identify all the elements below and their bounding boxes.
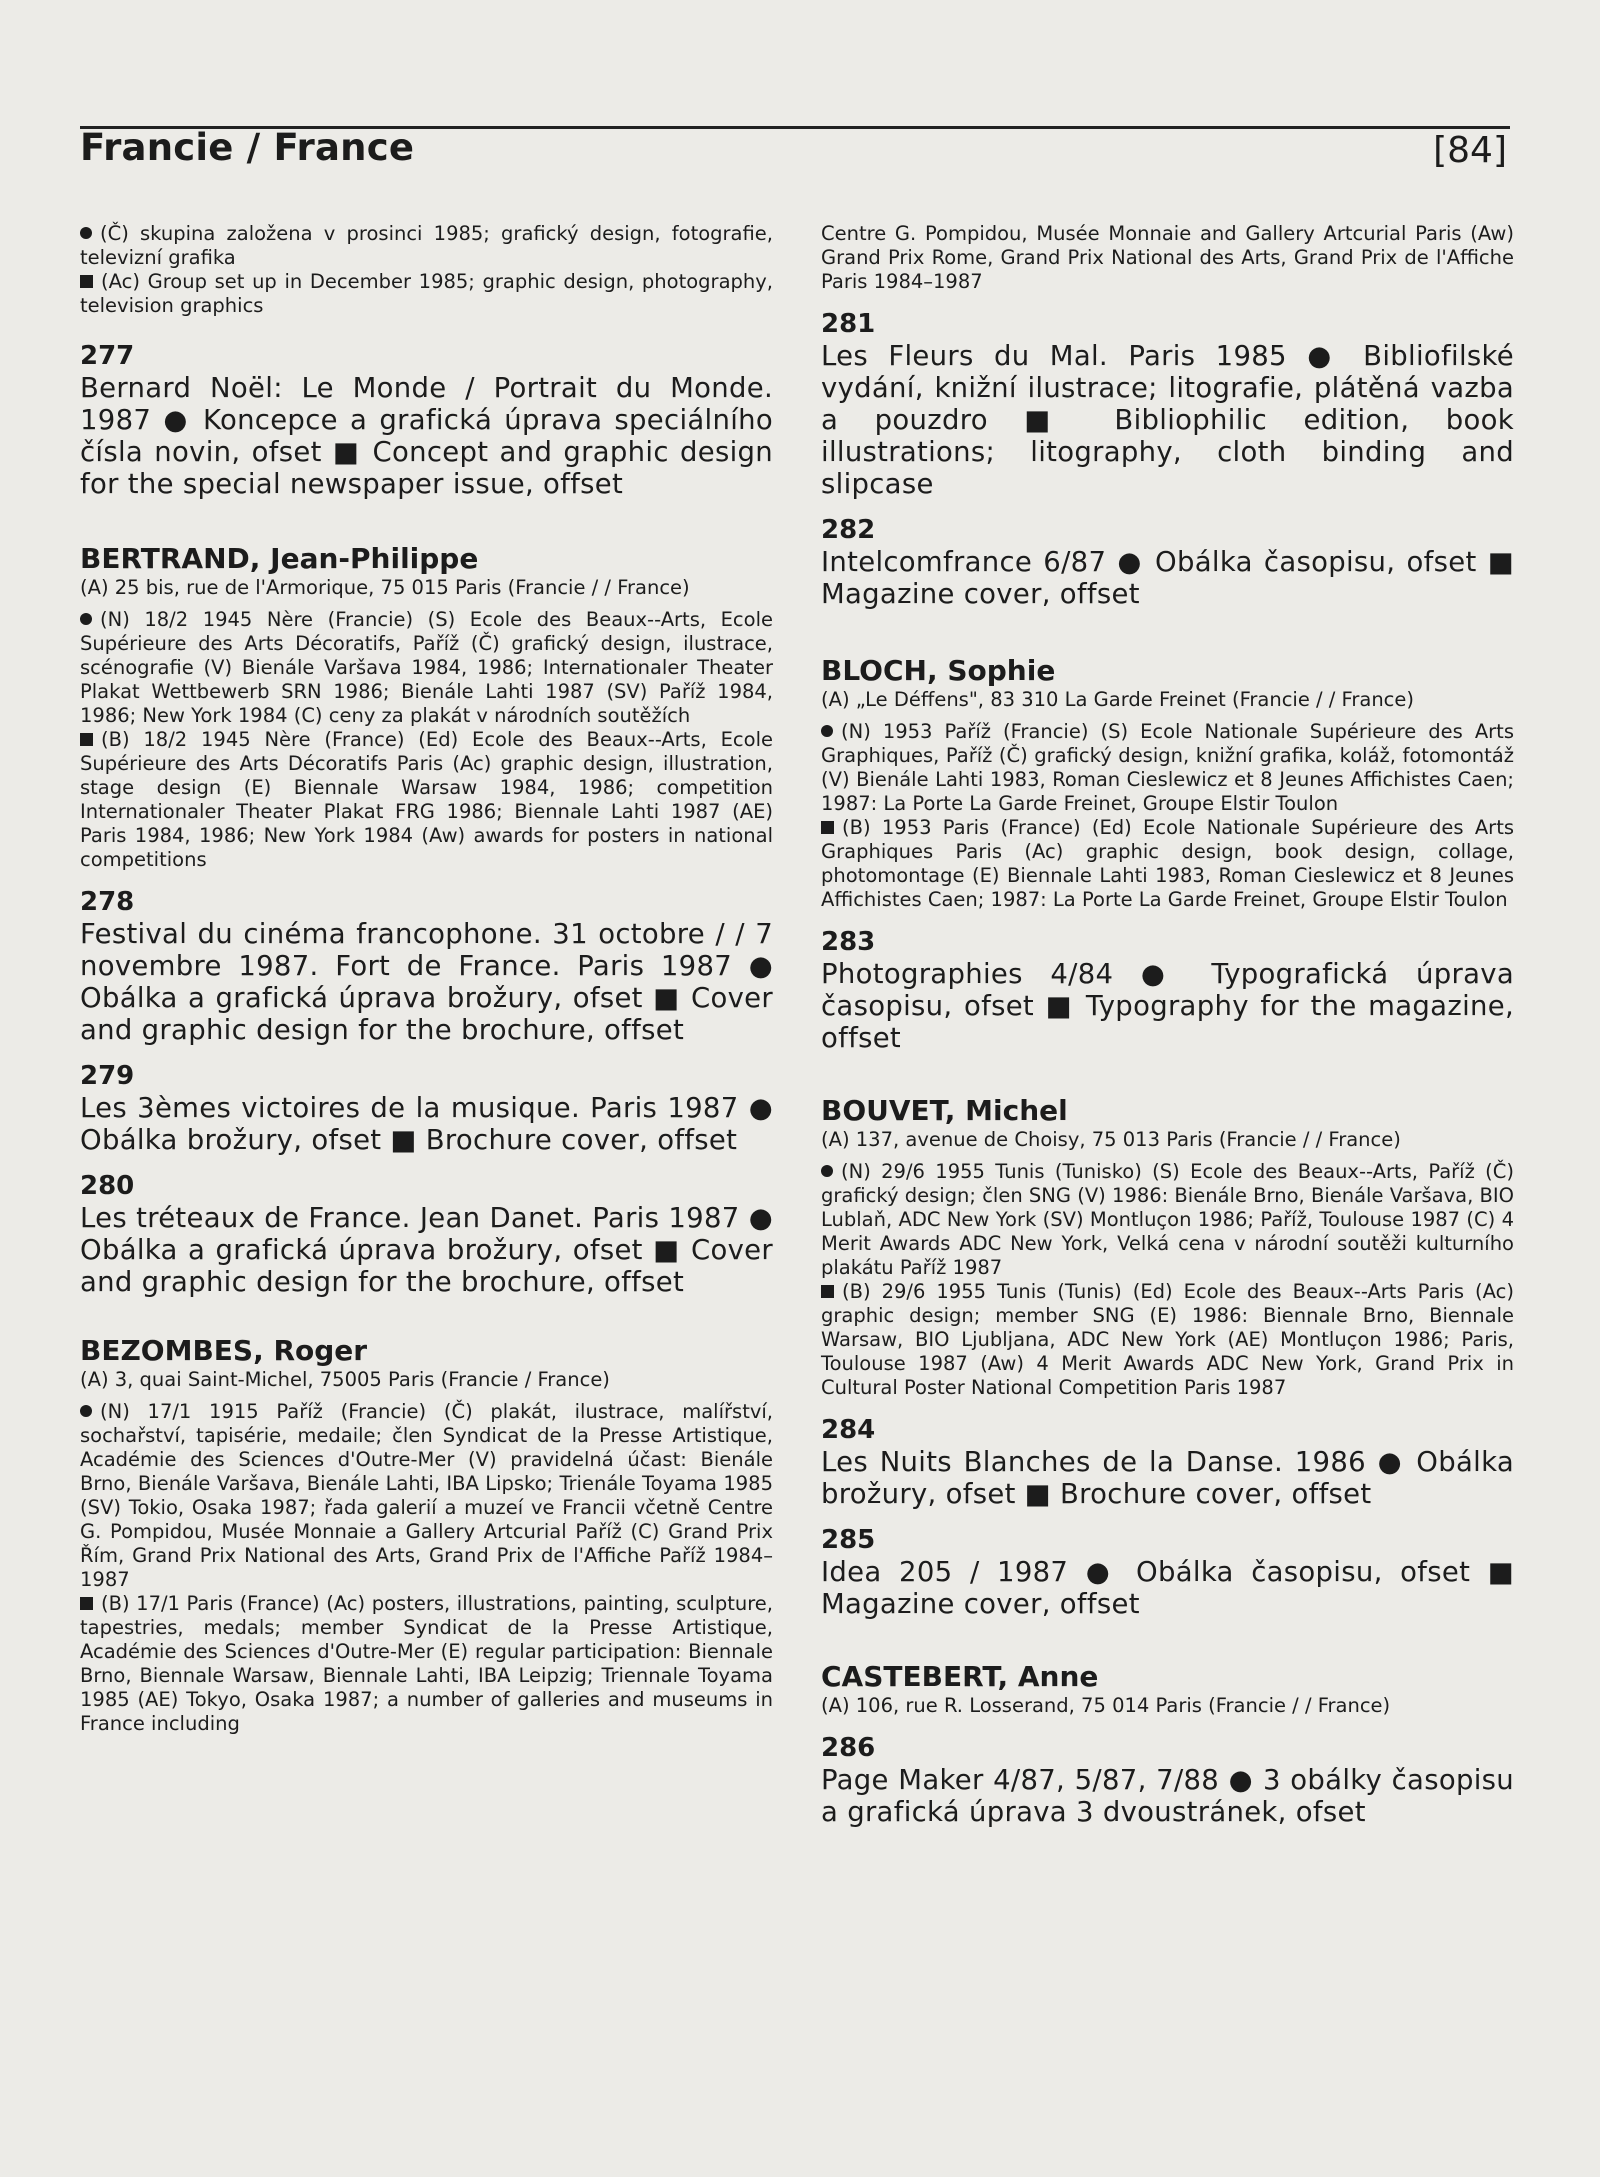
entry-number: 278 [80,887,135,917]
catalog-entry-285 [821,1524,1514,1620]
bullet-icon [80,613,92,625]
catalog-entry-286 [821,1732,1514,1828]
artist-bio-cz: (N) 17/1 1915 Paříž (Francie) (Č) plakát, ilustrace, malířství, sochařství, tapisérie, medaile; člen Syndicat de la Presse Artistique, Académie des Sciences d'Outre-Mer (V) pravidelná účast: Bienále Brno, Bienále Varšava, Bienále Lahti, IBA Lipsko; Trienále Toyama 1985 (SV) Tokio, Osaka 1987; řada galerií a muzeí ve Francii včetně Centre G. Pompidou, Musée Monnaie a Gallery Artcurial Paříž (C) Grand Prix Řím, Grand Prix National des Arts, Grand Prix de l'Affiche Paříž 1984–1987 [80,1400,773,1591]
artist-name: BERTRAND, Jean-Philippe [80,542,479,575]
entry-number: 277 [80,341,135,371]
entry-number: 280 [80,1171,135,1201]
entry-number: 283 [821,927,876,957]
entry-text: Intelcomfrance 6/87 ● Obálka časopisu, ofset ■ Magazine cover, offset [821,546,1514,610]
bullet-icon [821,1165,833,1177]
square-bullet-icon [80,733,93,746]
artist-address: (A) „Le Déffens", 83 310 La Garde Freinet (Francie / / France) [821,688,1415,711]
artist-bertrand [80,542,773,872]
square-bullet-icon [821,1285,834,1298]
page-title: Francie / France [80,126,415,169]
artist-bezombes [80,1334,773,1736]
catalog-entry-284 [821,1414,1514,1510]
catalog-entry-283 [821,926,1514,1054]
entry-number: 282 [821,515,876,545]
artist-address: (A) 25 bis, rue de l'Armorique, 75 015 Paris (Francie / / France) [80,576,690,599]
artist-castebert [821,1660,1514,1718]
catalog-entry-281 [821,308,1514,500]
entry-text: Photographies 4/84 ● Typografická úprava časopisu, ofset ■ Typography for the magazine, offset [821,958,1514,1054]
entry-text: Les Nuits Blanches de la Danse. 1986 ● Obálka brožury, ofset ■ Brochure cover, offset [821,1446,1514,1510]
bullet-icon [80,227,92,239]
artist-bio-cz: (N) 29/6 1955 Tunis (Tunisko) (S) Ecole des Beaux--Arts, Paříž (Č) grafický design; člen SNG (V) 1986: Bienále Brno, Bienále Varšava, BIO Lublaň, ADC New York (SV) Montluçon 1986; Paříž, Toulouse 1987 (C) 4 Merit Awards ADC New York, Velká cena v národní soutěži kulturního plakátu Paříž 1987 [821,1160,1514,1279]
artist-address: (A) 3, quai Saint-Michel, 75005 Paris (Francie / France) [80,1368,610,1391]
entry-number: 279 [80,1061,135,1091]
entry-number: 281 [821,309,876,339]
entry-text: Festival du cinéma francophone. 31 octobre / / 7 novembre 1987. Fort de France. Paris 1987 ● Obálka a grafická úprava brožury, ofset ■ Cover and graphic design for the brochure, offset [80,918,773,1046]
square-bullet-icon [821,821,834,834]
artist-bio-cz: (N) 18/2 1945 Nère (Francie) (S) Ecole des Beaux--Arts, Ecole Supérieure des Arts Décoratifs, Paříž (Č) grafický design, ilustrace, scénografie (V) Bienále Varšava 1984, 1986; Internationaler Theater Plakat Wettbewerb SRN 1986; Bienále Lahti 1987 (SV) Paříž 1984, 1986; New York 1984 (C) ceny za plakát v národních soutěžích [80,608,773,727]
square-bullet-icon [80,1597,93,1610]
left-column [80,222,773,1736]
artist-bio-en: (B) 1953 Paris (France) (Ed) Ecole Nationale Supérieure des Arts Graphiques Paris (Ac) graphic design, book design, collage, photomontage (E) Biennale Lahti 1983, Roman Cieslewicz et 8 Jeunes Affichistes Caen; 1987: La Porte La Garde Freinet, Groupe Elstir Toulon [821,816,1514,911]
artist-bio-cz: (N) 1953 Paříž (Francie) (S) Ecole Nationale Supérieure des Arts Graphiques, Paříž (Č) grafický design, knižní grafika, koláž, fotomontáž (V) Bienále Lahti 1983, Roman Cieslewicz et 8 Jeunes Affichistes Caen; 1987: La Porte La Garde Freinet, Groupe Elstir Toulon [821,720,1514,815]
catalog-entry-277 [80,340,773,500]
group-note-cz: (Č) skupina založena v prosinci 1985; grafický design, fotografie, televizní grafika [80,222,773,269]
entry-text: Bernard Noël: Le Monde / Portrait du Monde. 1987 ● Koncepce a grafická úprava speciálního čísla novin, ofset ■ Concept and graphic design for the special newspaper issue, offset [80,372,773,500]
square-bullet-icon [80,275,93,288]
entry-text: Les tréteaux de France. Jean Danet. Paris 1987 ● Obálka a grafická úprava brožury, ofset ■ Cover and graphic design for the brochure, offset [80,1202,773,1298]
entry-text: Les Fleurs du Mal. Paris 1985 ● Bibliofilské vydání, knižní ilustrace; litografie, plátěná vazba a pouzdro ■ Bibliophilic edition, book illustrations; litography, cloth binding and slipcase [821,340,1514,500]
artist-bio-en: (B) 29/6 1955 Tunis (Tunis) (Ed) Ecole des Beaux--Arts Paris (Ac) graphic design; member SNG (E) 1986: Biennale Brno, Biennale Warsaw, BIO Ljubljana, ADC New York (AE) Montluçon 1986; Paris, Toulouse 1987 (Aw) 4 Merit Awards ADC New York, Grand Prix in Cultural Poster National Competition Paris 1987 [821,1280,1514,1399]
bullet-icon [80,1405,92,1417]
page-number: [84] [1433,130,1507,171]
artist-name: BEZOMBES, Roger [80,1334,368,1367]
artist-name: CASTEBERT, Anne [821,1660,1099,1693]
catalog-entry-282 [821,514,1514,610]
continuation-text: Centre G. Pompidou, Musée Monnaie and Gallery Artcurial Paris (Aw) Grand Prix Rome, Grand Prix National des Arts, Grand Prix de l'Affiche Paris 1984–1987 [821,222,1514,293]
artist-address: (A) 137, avenue de Choisy, 75 013 Paris (Francie / / France) [821,1128,1401,1151]
catalog-entry-279 [80,1060,773,1156]
artist-bio-en: (B) 18/2 1945 Nère (France) (Ed) Ecole des Beaux--Arts, Ecole Supérieure des Arts Décoratifs Paris (Ac) graphic design, illustration, stage design (E) Biennale Warsaw 1984, 1986; competition Internationaler Theater Plakat FRG 1986; Biennale Lahti 1987 (AE) Paris 1984, 1986; New York 1984 (Aw) awards for posters in national competitions [80,728,773,871]
artist-bio-en: (B) 17/1 Paris (France) (Ac) posters, illustrations, painting, sculpture, tapestries, medals; member Syndicat de la Presse Artistique, Académie des Sciences d'Outre-Mer (E) regular participation: Biennale Brno, Biennale Warsaw, Biennale Lahti, IBA Leipzig; Triennale Toyama 1985 (AE) Tokyo, Osaka 1987; a number of galleries and museums in France including [80,1592,773,1735]
right-column [821,222,1514,1828]
group-note-en: (Ac) Group set up in December 1985; graphic design, photography, television graphics [80,270,773,317]
artist-name: BLOCH, Sophie [821,654,1056,687]
bullet-icon [821,725,833,737]
artist-name: BOUVET, Michel [821,1094,1068,1127]
entry-text: Page Maker 4/87, 5/87, 7/88 ● 3 obálky časopisu a grafická úprava 3 dvoustránek, ofset [821,1764,1514,1828]
entry-number: 284 [821,1415,876,1445]
entry-number: 286 [821,1733,876,1763]
artist-address: (A) 106, rue R. Losserand, 75 014 Paris (Francie / / France) [821,1694,1391,1717]
artist-bloch [821,654,1514,912]
artist-bouvet [821,1094,1514,1400]
entry-text: Idea 205 / 1987 ● Obálka časopisu, ofset ■ Magazine cover, offset [821,1556,1514,1620]
catalog-entry-280 [80,1170,773,1298]
entry-text: Les 3èmes victoires de la musique. Paris 1987 ● Obálka brožury, ofset ■ Brochure cover, offset [80,1092,773,1156]
entry-number: 285 [821,1525,876,1555]
catalog-entry-278 [80,886,773,1046]
